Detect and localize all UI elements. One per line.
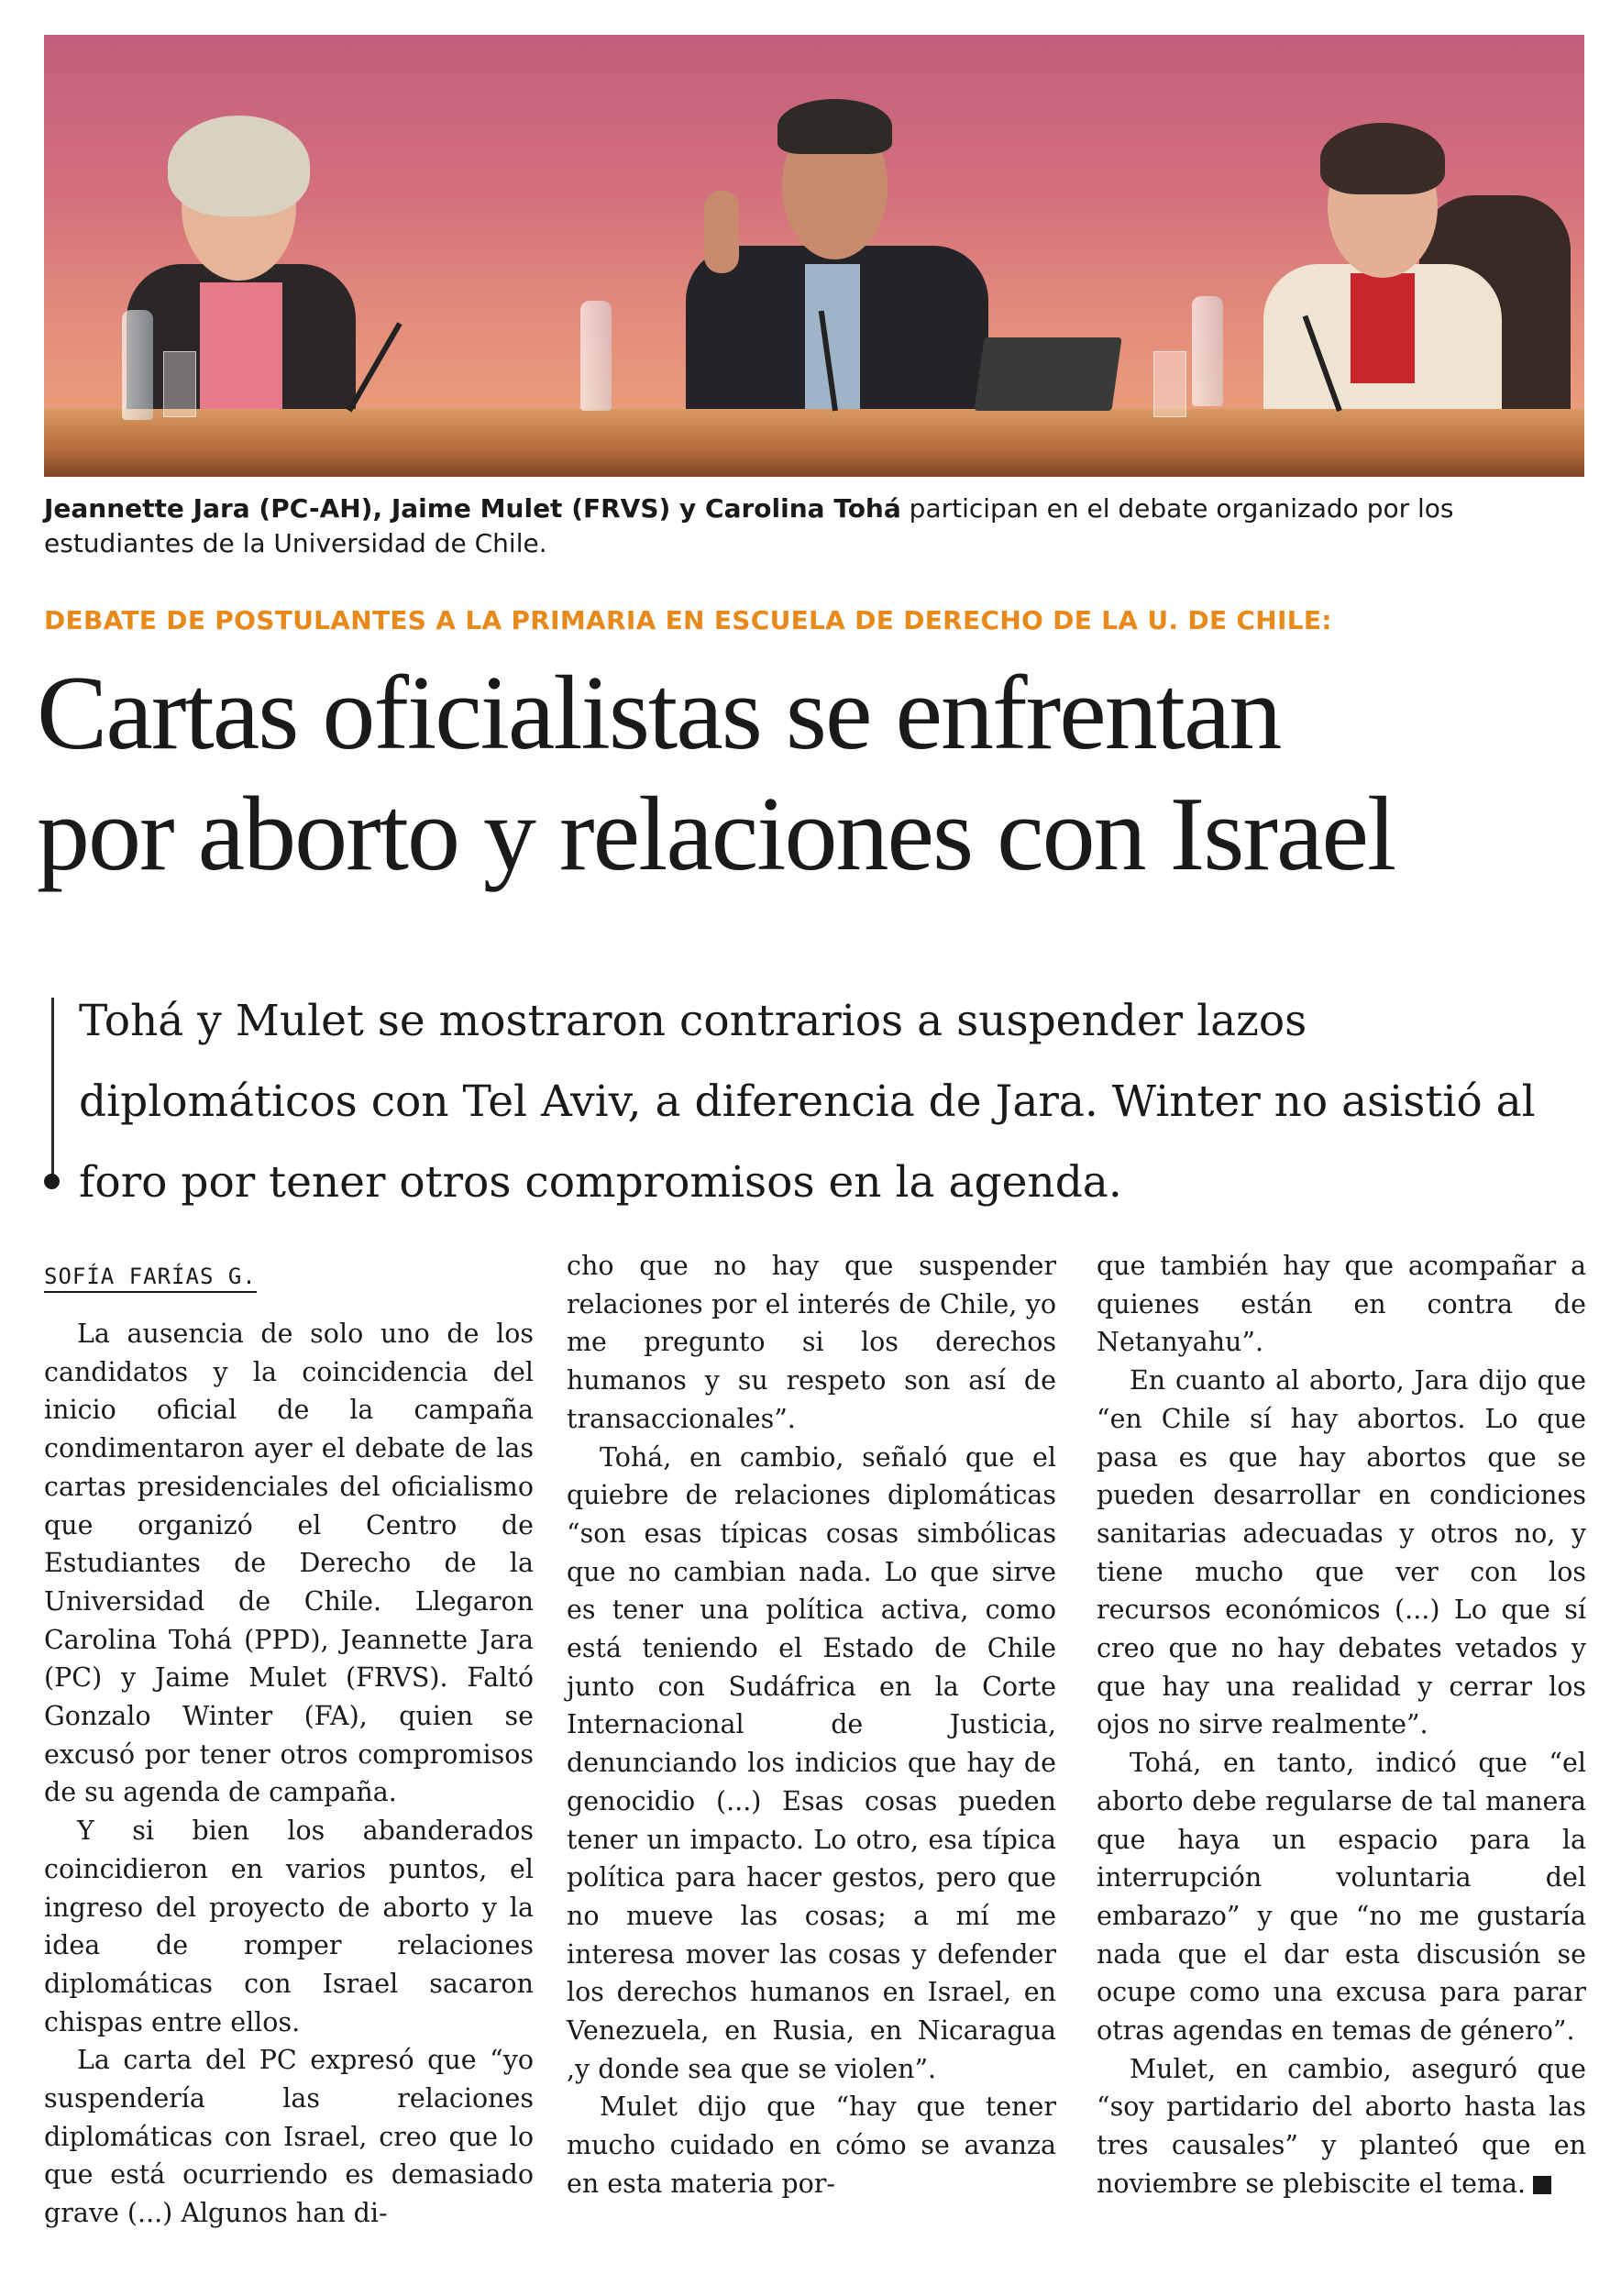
- water-bottle-left: [122, 310, 153, 420]
- headline-line-1: Cartas oficialistas se enfrentan: [37, 655, 1281, 772]
- paragraph: Y si bien los abanderados coincidieron en varios puntos, el ingreso del proyecto de aborto y la idea de romper relaciones diplomáticas con Israel sacaron chispas entre ellos.: [44, 1816, 534, 2037]
- paragraph: La carta del PC expresó que “yo suspendería las relaciones diplomáticas con Israel, creo que lo que está ocurriendo es demasiado grave (...) Algunos han di-: [44, 2045, 534, 2229]
- glass-left: [163, 351, 196, 417]
- paragraph: En cuanto al aborto, Jara dijo que “en Chile sí hay abortos. Lo que pasa es que hay abortos que se pueden desarrollar en condiciones sanitarias adecuadas y otros no, y tiene mucho que ver con los recursos económicos (...) Lo que sí creo que no hay debates vetados y que hay una realidad y cerrar los ojos no sirve realmente”.: [1097, 1365, 1586, 1740]
- lead-rule: [51, 998, 54, 1176]
- kicker: DEBATE DE POSTULANTES A LA PRIMARIA EN ESCUELA DE DERECHO DE LA U. DE CHILE:: [44, 605, 1332, 635]
- byline: SOFÍA FARÍAS G.: [44, 1264, 257, 1293]
- glass-right: [1153, 351, 1186, 417]
- paragraph-text: Mulet, en cambio, aseguró que “soy partidario del aborto hasta las tres causales” y planteó que en noviembre se plebiscite el tema.: [1097, 2053, 1586, 2199]
- paragraph: La ausencia de solo uno de los candidatos y la coincidencia del inicio oficial de la campaña condimentaron ayer el debate de las cartas presidenciales del oficialismo que organizó el Centro de Estudiantes de Derecho de la Universidad de Chile. Llegaron Carolina Tohá (PPD), Jeannette Jara (PC) y Jaime Mulet (FRVS). Faltó Gonzalo Winter (FA), quien se excusó por tener otros compromisos de su agenda de campaña.: [44, 1319, 534, 1808]
- paragraph: Tohá, en cambio, señaló que el quiebre de relaciones diplomáticas “son esas típicas cosas simbólicas que no cambian nada. Lo que sirve es tener una política activa, como está teniendo el Estado de Chile junto con Sudáfrica en la Corte Internacional de Justicia, denunciando los indicios que hay de genocidio (...) Esas cosas pueden tener un impacto. Lo otro, esa típica política para hacer gestos, pero que no mueve las cosas; a mí me interesa mover las cosas y defender los derechos humanos en Israel, en Venezuela, en Rusia, en Nicaragua ,y donde sea que se violen”.: [567, 1441, 1056, 2084]
- news-photo: [44, 35, 1584, 477]
- tablet: [974, 337, 1121, 411]
- headline-line-2: por aborto y relaciones con Israel: [37, 776, 1395, 893]
- paragraph: que también hay que acompañar a quienes están en contra de Netanyahu”.: [1097, 1251, 1586, 1358]
- end-mark-icon: [1533, 2176, 1551, 2194]
- headline: [37, 653, 1586, 895]
- article-column-2: [567, 1247, 1056, 2203]
- lead-bullet-icon: [44, 1174, 60, 1189]
- caption-text: participan en el debate organizado por los estudiantes de la Universidad de Chile.: [44, 493, 1454, 558]
- article-column-1: [44, 1315, 534, 2233]
- desk: [44, 409, 1584, 477]
- article-column-3: [1097, 1247, 1586, 2203]
- paragraph-last: [1097, 2050, 1586, 2203]
- water-bottle-middle: [580, 301, 612, 411]
- caption-names: Jeannette Jara (PC-AH), Jaime Mulet (FRVS) y Carolina Tohá: [44, 493, 901, 524]
- paragraph: cho que no hay que suspender relaciones por el interés de Chile, yo me pregunto si los derechos humanos y su respeto son así de transaccionales”.: [567, 1251, 1056, 1434]
- paragraph: Mulet dijo que “hay que tener mucho cuidado en cómo se avanza en esta materia por-: [567, 2092, 1056, 2199]
- water-bottle-right: [1192, 296, 1223, 406]
- lead-paragraph: Tohá y Mulet se mostraron contrarios a suspender lazos diplomáticos con Tel Aviv, a diferencia de Jara. Winter no asistió al foro por tener otros compromisos en la agenda.: [79, 996, 1536, 1208]
- photo-caption: [44, 491, 1584, 561]
- paragraph: Tohá, en tanto, indicó que “el aborto debe regularse de tal manera que haya un espacio para la interrupción voluntaria del embarazo” y que “no me gustaría nada que el dar esta discusión se ocupe como una excusa para parar otras agendas en temas de género”.: [1097, 1748, 1586, 2047]
